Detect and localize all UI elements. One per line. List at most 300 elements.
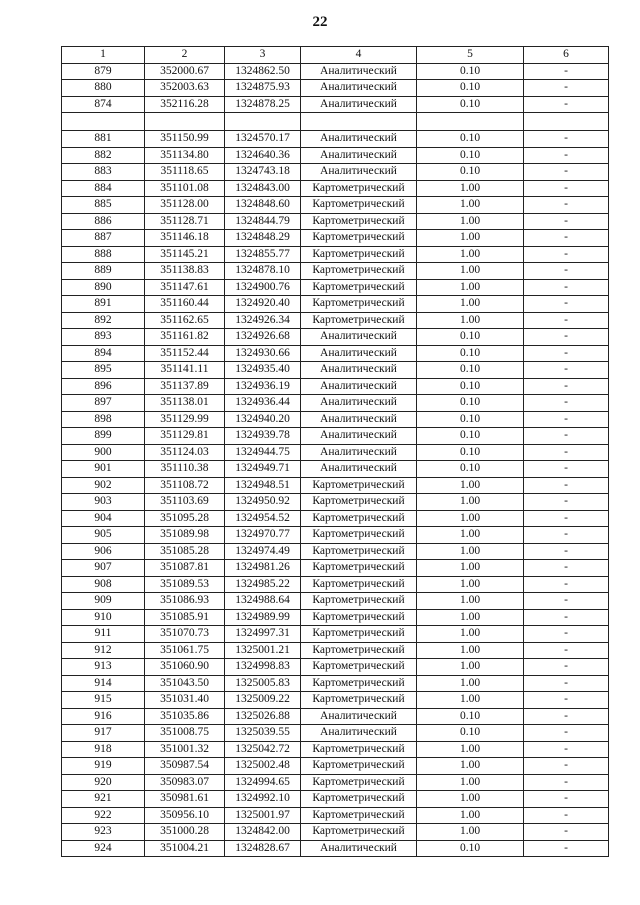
point-number-cell: 881 bbox=[62, 131, 145, 148]
point-number-cell: 886 bbox=[62, 213, 145, 230]
accuracy-cell: 0.10 bbox=[417, 164, 524, 181]
x-coordinate-cell: 350987.54 bbox=[145, 758, 225, 775]
y-coordinate-cell: 1325039.55 bbox=[225, 725, 301, 742]
method-cell: Картометрический bbox=[301, 527, 417, 544]
note-cell: - bbox=[524, 807, 609, 824]
method-cell: Картометрический bbox=[301, 477, 417, 494]
column-header: 5 bbox=[417, 47, 524, 64]
table-row bbox=[62, 147, 609, 164]
y-coordinate-cell: 1324855.77 bbox=[225, 246, 301, 263]
note-cell: - bbox=[524, 791, 609, 808]
method-cell: Аналитический bbox=[301, 362, 417, 379]
method-cell: Аналитический bbox=[301, 395, 417, 412]
note-cell: - bbox=[524, 164, 609, 181]
y-coordinate-cell: 1325009.22 bbox=[225, 692, 301, 709]
method-cell: Картометрический bbox=[301, 576, 417, 593]
x-coordinate-cell: 350983.07 bbox=[145, 774, 225, 791]
method-cell: Картометрический bbox=[301, 296, 417, 313]
accuracy-cell: 0.10 bbox=[417, 840, 524, 857]
method-cell: Аналитический bbox=[301, 63, 417, 80]
table-row bbox=[62, 180, 609, 197]
method-cell: Аналитический bbox=[301, 96, 417, 113]
y-coordinate-cell: 1324878.10 bbox=[225, 263, 301, 280]
table-row bbox=[62, 692, 609, 709]
x-coordinate-cell: 351137.89 bbox=[145, 378, 225, 395]
note-cell: - bbox=[524, 131, 609, 148]
accuracy-cell: 1.00 bbox=[417, 477, 524, 494]
accuracy-cell: 1.00 bbox=[417, 576, 524, 593]
method-cell bbox=[301, 113, 417, 131]
note-cell: - bbox=[524, 461, 609, 478]
accuracy-cell: 1.00 bbox=[417, 246, 524, 263]
table-row bbox=[62, 725, 609, 742]
y-coordinate-cell: 1324998.83 bbox=[225, 659, 301, 676]
method-cell: Картометрический bbox=[301, 758, 417, 775]
method-cell: Аналитический bbox=[301, 131, 417, 148]
accuracy-cell: 1.00 bbox=[417, 774, 524, 791]
note-cell: - bbox=[524, 180, 609, 197]
point-number-cell: 911 bbox=[62, 626, 145, 643]
note-cell: - bbox=[524, 312, 609, 329]
method-cell: Аналитический bbox=[301, 329, 417, 346]
y-coordinate-cell: 1324935.40 bbox=[225, 362, 301, 379]
accuracy-cell: 0.10 bbox=[417, 96, 524, 113]
method-cell: Картометрический bbox=[301, 510, 417, 527]
y-coordinate-cell: 1324936.44 bbox=[225, 395, 301, 412]
x-coordinate-cell: 351152.44 bbox=[145, 345, 225, 362]
method-cell: Картометрический bbox=[301, 807, 417, 824]
accuracy-cell: 1.00 bbox=[417, 197, 524, 214]
note-cell: - bbox=[524, 444, 609, 461]
x-coordinate-cell: 351129.99 bbox=[145, 411, 225, 428]
accuracy-cell: 0.10 bbox=[417, 395, 524, 412]
accuracy-cell: 1.00 bbox=[417, 279, 524, 296]
y-coordinate-cell: 1324570.17 bbox=[225, 131, 301, 148]
accuracy-cell: 1.00 bbox=[417, 180, 524, 197]
accuracy-cell: 0.10 bbox=[417, 444, 524, 461]
method-cell: Аналитический bbox=[301, 411, 417, 428]
table-row bbox=[62, 246, 609, 263]
coordinates-table bbox=[61, 46, 609, 857]
table-row bbox=[62, 807, 609, 824]
note-cell: - bbox=[524, 758, 609, 775]
y-coordinate-cell: 1325005.83 bbox=[225, 675, 301, 692]
x-coordinate-cell: 351161.82 bbox=[145, 329, 225, 346]
point-number-cell: 887 bbox=[62, 230, 145, 247]
point-number-cell: 923 bbox=[62, 824, 145, 841]
table-row bbox=[62, 113, 609, 131]
y-coordinate-cell: 1325026.88 bbox=[225, 708, 301, 725]
note-cell: - bbox=[524, 477, 609, 494]
x-coordinate-cell: 351086.93 bbox=[145, 593, 225, 610]
point-number-cell: 916 bbox=[62, 708, 145, 725]
accuracy-cell: 1.00 bbox=[417, 791, 524, 808]
x-coordinate-cell: 351138.83 bbox=[145, 263, 225, 280]
table-row bbox=[62, 510, 609, 527]
y-coordinate-cell: 1324926.68 bbox=[225, 329, 301, 346]
y-coordinate-cell: 1325001.21 bbox=[225, 642, 301, 659]
y-coordinate-cell: 1324994.65 bbox=[225, 774, 301, 791]
table-row bbox=[62, 428, 609, 445]
method-cell: Картометрический bbox=[301, 494, 417, 511]
note-cell: - bbox=[524, 560, 609, 577]
accuracy-cell: 1.00 bbox=[417, 593, 524, 610]
x-coordinate-cell: 351162.65 bbox=[145, 312, 225, 329]
y-coordinate-cell: 1324988.64 bbox=[225, 593, 301, 610]
point-number-cell: 913 bbox=[62, 659, 145, 676]
table-row bbox=[62, 840, 609, 857]
x-coordinate-cell: 351160.44 bbox=[145, 296, 225, 313]
note-cell: - bbox=[524, 576, 609, 593]
note-cell: - bbox=[524, 230, 609, 247]
table-row bbox=[62, 774, 609, 791]
note-cell: - bbox=[524, 197, 609, 214]
method-cell: Аналитический bbox=[301, 725, 417, 742]
accuracy-cell: 1.00 bbox=[417, 807, 524, 824]
table-row bbox=[62, 197, 609, 214]
method-cell: Аналитический bbox=[301, 708, 417, 725]
accuracy-cell: 0.10 bbox=[417, 345, 524, 362]
point-number-cell: 898 bbox=[62, 411, 145, 428]
point-number-cell: 922 bbox=[62, 807, 145, 824]
table-row bbox=[62, 63, 609, 80]
x-coordinate-cell: 351061.75 bbox=[145, 642, 225, 659]
table-row bbox=[62, 560, 609, 577]
table-row bbox=[62, 543, 609, 560]
accuracy-cell: 1.00 bbox=[417, 312, 524, 329]
y-coordinate-cell: 1324878.25 bbox=[225, 96, 301, 113]
table-row bbox=[62, 80, 609, 97]
note-cell: - bbox=[524, 494, 609, 511]
x-coordinate-cell: 351008.75 bbox=[145, 725, 225, 742]
point-number-cell: 884 bbox=[62, 180, 145, 197]
x-coordinate-cell: 351141.11 bbox=[145, 362, 225, 379]
point-number-cell: 889 bbox=[62, 263, 145, 280]
note-cell: - bbox=[524, 263, 609, 280]
point-number-cell: 895 bbox=[62, 362, 145, 379]
point-number-cell: 914 bbox=[62, 675, 145, 692]
table-row bbox=[62, 593, 609, 610]
y-coordinate-cell: 1324992.10 bbox=[225, 791, 301, 808]
point-number-cell: 918 bbox=[62, 741, 145, 758]
note-cell: - bbox=[524, 80, 609, 97]
note-cell: - bbox=[524, 510, 609, 527]
x-coordinate-cell: 351110.38 bbox=[145, 461, 225, 478]
note-cell: - bbox=[524, 428, 609, 445]
accuracy-cell: 1.00 bbox=[417, 642, 524, 659]
x-coordinate-cell: 351101.08 bbox=[145, 180, 225, 197]
y-coordinate-cell: 1324743.18 bbox=[225, 164, 301, 181]
point-number-cell: 921 bbox=[62, 791, 145, 808]
table-row bbox=[62, 164, 609, 181]
point-number-cell: 912 bbox=[62, 642, 145, 659]
accuracy-cell: 1.00 bbox=[417, 675, 524, 692]
x-coordinate-cell: 351087.81 bbox=[145, 560, 225, 577]
accuracy-cell: 1.00 bbox=[417, 213, 524, 230]
method-cell: Картометрический bbox=[301, 824, 417, 841]
method-cell: Картометрический bbox=[301, 675, 417, 692]
note-cell: - bbox=[524, 296, 609, 313]
table-row bbox=[62, 576, 609, 593]
table-row bbox=[62, 329, 609, 346]
note-cell: - bbox=[524, 609, 609, 626]
y-coordinate-cell: 1324848.60 bbox=[225, 197, 301, 214]
table-row bbox=[62, 461, 609, 478]
point-number-cell: 893 bbox=[62, 329, 145, 346]
accuracy-cell: 0.10 bbox=[417, 131, 524, 148]
x-coordinate-cell: 351150.99 bbox=[145, 131, 225, 148]
x-coordinate-cell: 351004.21 bbox=[145, 840, 225, 857]
method-cell: Аналитический bbox=[301, 147, 417, 164]
x-coordinate-cell: 351095.28 bbox=[145, 510, 225, 527]
y-coordinate-cell: 1324842.00 bbox=[225, 824, 301, 841]
table-row bbox=[62, 279, 609, 296]
x-coordinate-cell: 351129.81 bbox=[145, 428, 225, 445]
point-number-cell: 890 bbox=[62, 279, 145, 296]
method-cell: Аналитический bbox=[301, 461, 417, 478]
accuracy-cell: 0.10 bbox=[417, 329, 524, 346]
x-coordinate-cell: 351118.65 bbox=[145, 164, 225, 181]
x-coordinate-cell: 351138.01 bbox=[145, 395, 225, 412]
x-coordinate-cell: 351085.91 bbox=[145, 609, 225, 626]
y-coordinate-cell: 1324940.20 bbox=[225, 411, 301, 428]
column-header: 3 bbox=[225, 47, 301, 64]
accuracy-cell: 1.00 bbox=[417, 824, 524, 841]
method-cell: Картометрический bbox=[301, 609, 417, 626]
method-cell: Картометрический bbox=[301, 230, 417, 247]
note-cell: - bbox=[524, 329, 609, 346]
point-number-cell: 879 bbox=[62, 63, 145, 80]
y-coordinate-cell: 1324848.29 bbox=[225, 230, 301, 247]
x-coordinate-cell: 351043.50 bbox=[145, 675, 225, 692]
table-row bbox=[62, 708, 609, 725]
x-coordinate-cell bbox=[145, 113, 225, 131]
x-coordinate-cell: 351000.28 bbox=[145, 824, 225, 841]
x-coordinate-cell: 351103.69 bbox=[145, 494, 225, 511]
accuracy-cell: 1.00 bbox=[417, 527, 524, 544]
table-header-row bbox=[62, 47, 609, 64]
point-number-cell: 901 bbox=[62, 461, 145, 478]
note-cell: - bbox=[524, 708, 609, 725]
y-coordinate-cell: 1325002.48 bbox=[225, 758, 301, 775]
point-number-cell: 917 bbox=[62, 725, 145, 742]
point-number-cell: 904 bbox=[62, 510, 145, 527]
note-cell: - bbox=[524, 279, 609, 296]
table-row bbox=[62, 609, 609, 626]
method-cell: Картометрический bbox=[301, 593, 417, 610]
method-cell: Картометрический bbox=[301, 279, 417, 296]
accuracy-cell: 1.00 bbox=[417, 543, 524, 560]
table-row bbox=[62, 395, 609, 412]
method-cell: Картометрический bbox=[301, 246, 417, 263]
point-number-cell: 896 bbox=[62, 378, 145, 395]
y-coordinate-cell: 1324985.22 bbox=[225, 576, 301, 593]
note-cell: - bbox=[524, 411, 609, 428]
accuracy-cell: 0.10 bbox=[417, 428, 524, 445]
method-cell: Аналитический bbox=[301, 345, 417, 362]
point-number-cell: 924 bbox=[62, 840, 145, 857]
table-row bbox=[62, 675, 609, 692]
table-row bbox=[62, 791, 609, 808]
method-cell: Картометрический bbox=[301, 263, 417, 280]
accuracy-cell: 1.00 bbox=[417, 494, 524, 511]
table-row bbox=[62, 213, 609, 230]
point-number-cell: 919 bbox=[62, 758, 145, 775]
x-coordinate-cell: 351031.40 bbox=[145, 692, 225, 709]
y-coordinate-cell: 1324948.51 bbox=[225, 477, 301, 494]
x-coordinate-cell: 351085.28 bbox=[145, 543, 225, 560]
column-header: 4 bbox=[301, 47, 417, 64]
method-cell: Аналитический bbox=[301, 378, 417, 395]
accuracy-cell: 0.10 bbox=[417, 725, 524, 742]
column-header: 1 bbox=[62, 47, 145, 64]
table-row bbox=[62, 626, 609, 643]
point-number-cell: 888 bbox=[62, 246, 145, 263]
x-coordinate-cell: 350956.10 bbox=[145, 807, 225, 824]
x-coordinate-cell: 351128.00 bbox=[145, 197, 225, 214]
y-coordinate-cell: 1324920.40 bbox=[225, 296, 301, 313]
table-body bbox=[62, 63, 609, 857]
x-coordinate-cell: 351145.21 bbox=[145, 246, 225, 263]
page-number: 22 bbox=[312, 14, 328, 30]
accuracy-cell: 1.00 bbox=[417, 230, 524, 247]
method-cell: Картометрический bbox=[301, 312, 417, 329]
accuracy-cell: 0.10 bbox=[417, 63, 524, 80]
note-cell: - bbox=[524, 741, 609, 758]
method-cell: Картометрический bbox=[301, 692, 417, 709]
note-cell: - bbox=[524, 246, 609, 263]
column-header: 6 bbox=[524, 47, 609, 64]
method-cell: Картометрический bbox=[301, 642, 417, 659]
point-number-cell: 874 bbox=[62, 96, 145, 113]
y-coordinate-cell: 1324950.92 bbox=[225, 494, 301, 511]
point-number-cell: 902 bbox=[62, 477, 145, 494]
method-cell: Аналитический bbox=[301, 840, 417, 857]
point-number-cell bbox=[62, 113, 145, 131]
x-coordinate-cell: 352000.67 bbox=[145, 63, 225, 80]
method-cell: Картометрический bbox=[301, 791, 417, 808]
point-number-cell: 885 bbox=[62, 197, 145, 214]
method-cell: Картометрический bbox=[301, 197, 417, 214]
accuracy-cell: 1.00 bbox=[417, 758, 524, 775]
note-cell: - bbox=[524, 378, 609, 395]
y-coordinate-cell: 1324900.76 bbox=[225, 279, 301, 296]
accuracy-cell: 1.00 bbox=[417, 296, 524, 313]
y-coordinate-cell: 1324926.34 bbox=[225, 312, 301, 329]
point-number-cell: 880 bbox=[62, 80, 145, 97]
point-number-cell: 903 bbox=[62, 494, 145, 511]
accuracy-cell: 1.00 bbox=[417, 609, 524, 626]
table-row bbox=[62, 131, 609, 148]
table-row bbox=[62, 263, 609, 280]
accuracy-cell: 1.00 bbox=[417, 659, 524, 676]
method-cell: Картометрический bbox=[301, 659, 417, 676]
note-cell: - bbox=[524, 824, 609, 841]
point-number-cell: 909 bbox=[62, 593, 145, 610]
y-coordinate-cell: 1324989.99 bbox=[225, 609, 301, 626]
method-cell: Картометрический bbox=[301, 741, 417, 758]
note-cell: - bbox=[524, 725, 609, 742]
accuracy-cell: 1.00 bbox=[417, 626, 524, 643]
point-number-cell: 920 bbox=[62, 774, 145, 791]
accuracy-cell: 1.00 bbox=[417, 560, 524, 577]
method-cell: Картометрический bbox=[301, 543, 417, 560]
y-coordinate-cell: 1324862.50 bbox=[225, 63, 301, 80]
method-cell: Аналитический bbox=[301, 428, 417, 445]
point-number-cell: 894 bbox=[62, 345, 145, 362]
point-number-cell: 908 bbox=[62, 576, 145, 593]
accuracy-cell bbox=[417, 113, 524, 131]
note-cell: - bbox=[524, 527, 609, 544]
note-cell: - bbox=[524, 395, 609, 412]
accuracy-cell: 1.00 bbox=[417, 692, 524, 709]
table-row bbox=[62, 362, 609, 379]
accuracy-cell: 1.00 bbox=[417, 263, 524, 280]
x-coordinate-cell: 351147.61 bbox=[145, 279, 225, 296]
table-row bbox=[62, 444, 609, 461]
accuracy-cell: 0.10 bbox=[417, 378, 524, 395]
y-coordinate-cell: 1325042.72 bbox=[225, 741, 301, 758]
note-cell: - bbox=[524, 692, 609, 709]
method-cell: Картометрический bbox=[301, 213, 417, 230]
note-cell: - bbox=[524, 147, 609, 164]
note-cell: - bbox=[524, 642, 609, 659]
accuracy-cell: 0.10 bbox=[417, 411, 524, 428]
y-coordinate-cell: 1324954.52 bbox=[225, 510, 301, 527]
y-coordinate-cell: 1324828.67 bbox=[225, 840, 301, 857]
y-coordinate-cell: 1324997.31 bbox=[225, 626, 301, 643]
x-coordinate-cell: 351108.72 bbox=[145, 477, 225, 494]
y-coordinate-cell: 1324875.93 bbox=[225, 80, 301, 97]
table-row bbox=[62, 527, 609, 544]
point-number-cell: 915 bbox=[62, 692, 145, 709]
method-cell: Аналитический bbox=[301, 164, 417, 181]
accuracy-cell: 1.00 bbox=[417, 510, 524, 527]
point-number-cell: 910 bbox=[62, 609, 145, 626]
x-coordinate-cell: 351146.18 bbox=[145, 230, 225, 247]
table-row bbox=[62, 296, 609, 313]
note-cell: - bbox=[524, 96, 609, 113]
y-coordinate-cell: 1324843.00 bbox=[225, 180, 301, 197]
table-row bbox=[62, 741, 609, 758]
x-coordinate-cell: 351089.53 bbox=[145, 576, 225, 593]
method-cell: Картометрический bbox=[301, 626, 417, 643]
point-number-cell: 905 bbox=[62, 527, 145, 544]
y-coordinate-cell: 1325001.97 bbox=[225, 807, 301, 824]
table-row bbox=[62, 96, 609, 113]
y-coordinate-cell: 1324936.19 bbox=[225, 378, 301, 395]
x-coordinate-cell: 352116.28 bbox=[145, 96, 225, 113]
note-cell: - bbox=[524, 593, 609, 610]
table-row bbox=[62, 477, 609, 494]
point-number-cell: 892 bbox=[62, 312, 145, 329]
method-cell: Картометрический bbox=[301, 180, 417, 197]
note-cell: - bbox=[524, 659, 609, 676]
column-header: 2 bbox=[145, 47, 225, 64]
accuracy-cell: 0.10 bbox=[417, 80, 524, 97]
point-number-cell: 897 bbox=[62, 395, 145, 412]
accuracy-cell: 0.10 bbox=[417, 708, 524, 725]
point-number-cell: 882 bbox=[62, 147, 145, 164]
table-row bbox=[62, 312, 609, 329]
y-coordinate-cell: 1324974.49 bbox=[225, 543, 301, 560]
note-cell: - bbox=[524, 543, 609, 560]
method-cell: Картометрический bbox=[301, 560, 417, 577]
x-coordinate-cell: 351134.80 bbox=[145, 147, 225, 164]
table-row bbox=[62, 411, 609, 428]
method-cell: Картометрический bbox=[301, 774, 417, 791]
table-row bbox=[62, 378, 609, 395]
